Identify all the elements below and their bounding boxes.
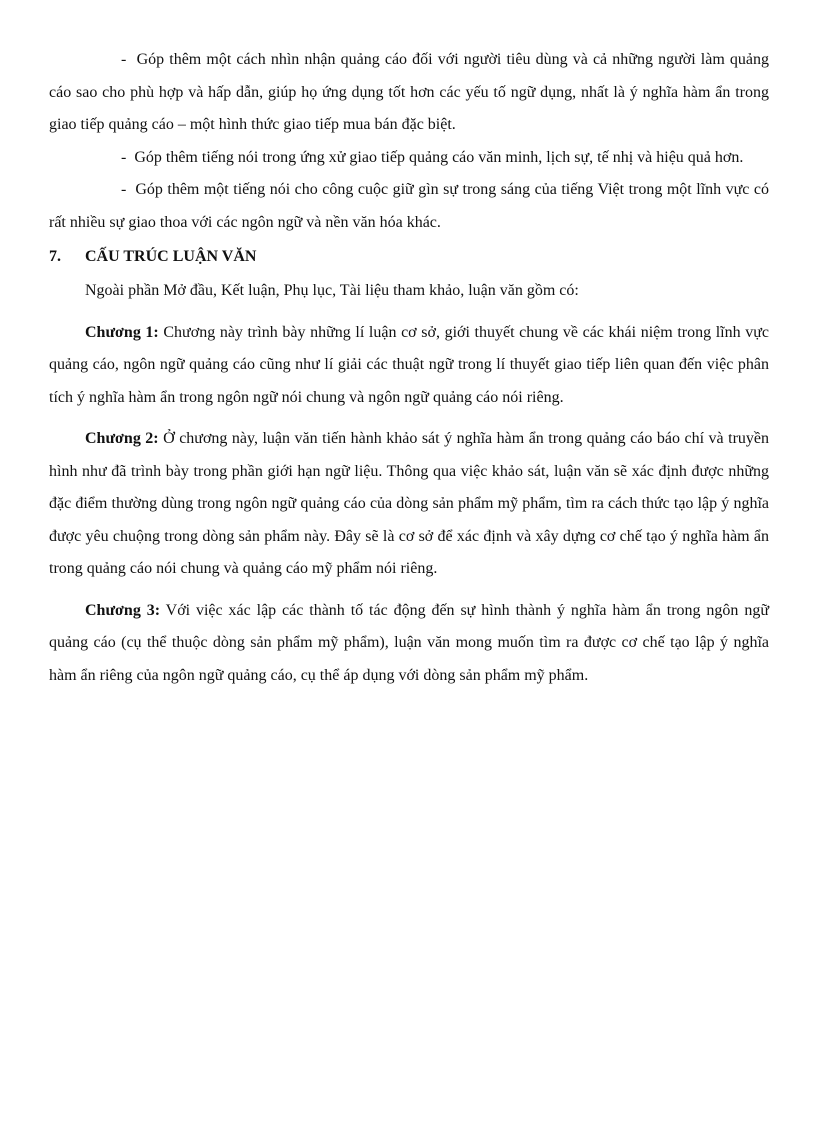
document-page: [49, 44, 769, 692]
chapter-label: Chương 1:: [85, 323, 159, 341]
intro-paragraph: Ngoài phần Mở đầu, Kết luận, Phụ lục, Tài liệu tham khảo, luận văn gồm có:: [85, 282, 579, 299]
bullet-paragraph-3: [49, 174, 769, 239]
chapter-text: Chương này trình bày những lí luận cơ sở, giới thuyết chung về các khái niệm trong lĩnh vực quảng cáo, ngôn ngữ quảng cáo cũng như lí giải các thuật ngữ trong lí thuyết giao tiếp liên quan đến việc phân tích ý nghĩa hàm ẩn trong ngôn ngữ nói chung và ngôn ngữ quảng cáo nói riêng.: [49, 323, 769, 406]
bullet-marker: -: [121, 181, 127, 198]
chapter-paragraph-1: [49, 317, 769, 415]
section-title: CẤU TRÚC LUẬN VĂN: [85, 248, 257, 265]
chapter-label: Chương 2:: [85, 430, 159, 447]
bullet-paragraph-1: [49, 44, 769, 142]
bullet-marker: -: [121, 51, 127, 68]
bullet-text: Góp thêm tiếng nói trong ứng xử giao tiếp quảng cáo văn minh, lịch sự, tế nhị và hiệu quả hơn.: [134, 148, 744, 166]
bullet-text: Góp thêm một tiếng nói cho công cuộc giữ gìn sự trong sáng của tiếng Việt trong một lĩnh vực có rất nhiều sự giao thoa với các ngôn ngữ và nền văn hóa khác.: [49, 181, 770, 231]
bullet-text: Góp thêm một cách nhìn nhận quảng cáo đối với người tiêu dùng và cả những người làm quảng cáo sao cho phù hợp và hấp dẫn, giúp họ ứng dụng tốt hơn các yếu tố ngữ dụng, nhất là ý nghĩa hàm ẩn trong giao tiếp quảng cáo – một hình thức giao tiếp mua bán đặc biệt.: [49, 51, 769, 133]
bullet-paragraph-2: [49, 142, 769, 175]
section-number: 7.: [49, 248, 61, 265]
chapter-paragraph-3: [49, 595, 769, 693]
chapter-paragraph-2: [49, 423, 769, 586]
bullet-marker: -: [121, 148, 127, 166]
chapter-text: Ở chương này, luận văn tiến hành khảo sát ý nghĩa hàm ẩn trong quảng cáo báo chí và truyền hình như đã trình bày trong phần giới hạn ngữ liệu. Thông qua việc khảo sát, luận văn sẽ xác định được những đặc điểm thường dùng trong ngôn ngữ quảng cáo của dòng sản phẩm mỹ phẩm, tìm ra cách thức tạo lập ý nghĩa được yêu chuộng trong dòng sản phẩm này. Đây sẽ là cơ sở để xác định và xây dựng cơ chế tạo ý nghĩa hàm ẩn trong quảng cáo nói chung và quảng cáo mỹ phẩm nói riêng.: [49, 430, 769, 577]
chapter-label: Chương 3:: [85, 601, 161, 619]
chapter-text: Với việc xác lập các thành tố tác động đến sự hình thành ý nghĩa hàm ẩn trong ngôn ngữ quảng cáo (cụ thể thuộc dòng sản phẩm mỹ phẩm), luận văn mong muốn tìm ra được cơ chế tạo lập ý nghĩa hàm ẩn riêng của ngôn ngữ quảng cáo, cụ thể áp dụng với dòng sản phẩm mỹ phẩm.: [49, 601, 769, 684]
section-heading: [49, 241, 769, 273]
